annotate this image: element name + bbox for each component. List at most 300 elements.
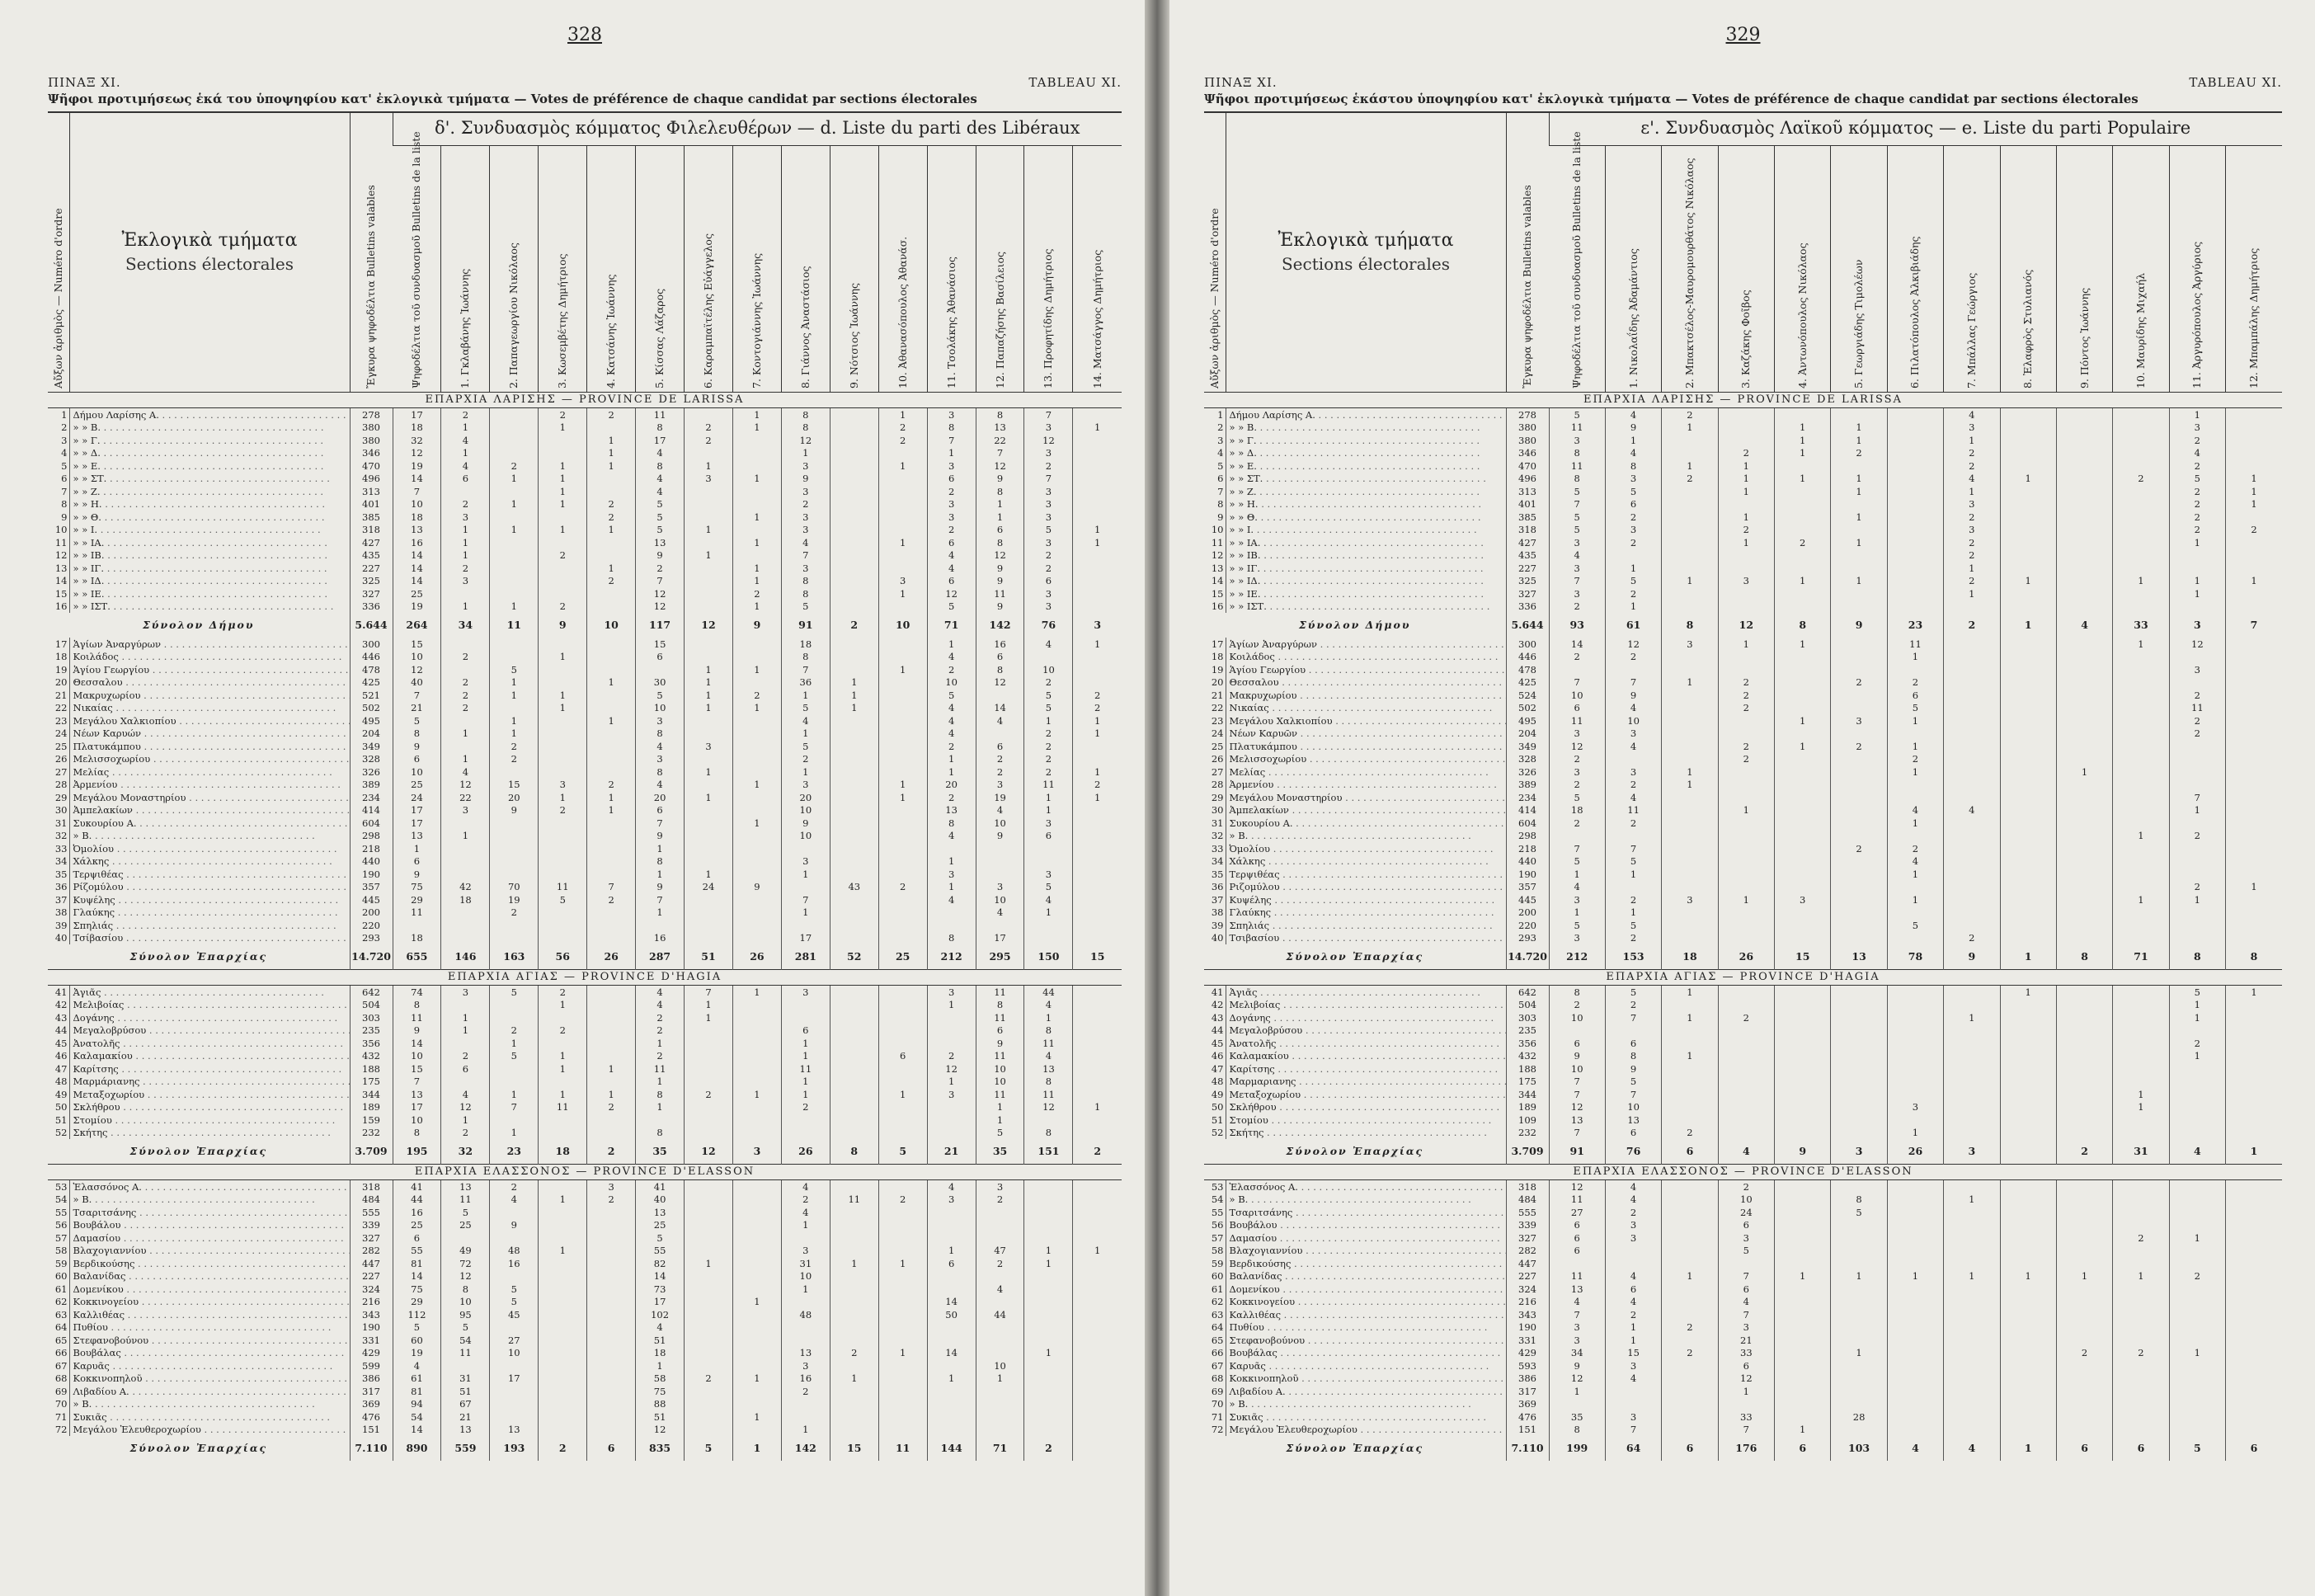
vote-cell bbox=[587, 1410, 636, 1424]
vote-cell: 16 bbox=[393, 1206, 441, 1219]
vote-cell: 82 bbox=[636, 1257, 685, 1270]
vote-cell: 1 bbox=[1605, 1321, 1661, 1335]
vote-cell bbox=[1831, 1296, 1887, 1309]
vote-cell bbox=[539, 727, 587, 741]
vote-cell bbox=[2226, 638, 2282, 651]
valid-ballots-cell: 385 bbox=[350, 511, 393, 524]
vote-cell bbox=[781, 1296, 830, 1309]
vote-cell: 1 bbox=[1662, 421, 1718, 435]
vote-cell bbox=[976, 1270, 1024, 1283]
vote-cell bbox=[490, 549, 539, 563]
vote-cell bbox=[2113, 868, 2169, 881]
vote-cell: 2 bbox=[1024, 753, 1073, 766]
vote-cell: 1 bbox=[830, 676, 878, 690]
vote-cell bbox=[1944, 1127, 2000, 1140]
valid-ballots-cell: 380 bbox=[350, 421, 393, 435]
section-name: Πυθίου . . . bbox=[1226, 1321, 1506, 1335]
vote-cell bbox=[1662, 549, 1718, 563]
table-row bbox=[48, 1219, 1122, 1232]
valid-ballots-cell: 220 bbox=[1506, 919, 1549, 932]
vote-cell bbox=[830, 587, 878, 600]
vote-cell: 8 bbox=[976, 408, 1024, 421]
vote-cell: 4 bbox=[927, 702, 976, 715]
vote-cell bbox=[1073, 986, 1122, 999]
vote-cell bbox=[1887, 1424, 1943, 1437]
vote-cell bbox=[2056, 817, 2112, 830]
vote-cell: 1 bbox=[2226, 498, 2282, 511]
table-row bbox=[1204, 842, 2282, 855]
vote-cell: 3 bbox=[927, 986, 976, 999]
vote-cell: 14 bbox=[393, 473, 441, 486]
sections-header bbox=[1226, 113, 1506, 393]
vote-cell bbox=[441, 587, 490, 600]
vote-cell bbox=[1024, 1372, 1073, 1386]
vote-cell: 10 bbox=[441, 1296, 490, 1309]
vote-cell bbox=[2000, 1296, 2056, 1309]
table-row bbox=[48, 434, 1122, 447]
vote-cell bbox=[587, 1347, 636, 1360]
vote-cell bbox=[1831, 1398, 1887, 1411]
vote-cell bbox=[732, 868, 781, 881]
row-number: 63 bbox=[1204, 1308, 1226, 1321]
vote-cell: 8 bbox=[636, 1088, 685, 1101]
vote-cell: 1 bbox=[2113, 1270, 2169, 1283]
vote-cell bbox=[1775, 1283, 1831, 1296]
total-cell: 7.110 bbox=[1506, 1436, 1549, 1461]
vote-cell: 1 bbox=[1024, 1257, 1073, 1270]
vote-cell: 6 bbox=[976, 524, 1024, 537]
vote-cell bbox=[732, 1180, 781, 1193]
vote-cell: 1 bbox=[587, 434, 636, 447]
candidate-name: 1. Γκλαβάνης Ἰωάννης bbox=[459, 268, 472, 388]
vote-cell bbox=[685, 1127, 733, 1140]
vote-cell bbox=[685, 1024, 733, 1038]
vote-cell: 1 bbox=[587, 459, 636, 473]
vote-cell bbox=[1944, 753, 2000, 766]
vote-cell: 1 bbox=[636, 842, 685, 855]
table-row bbox=[1204, 1424, 2282, 1437]
valid-ballots-cell: 327 bbox=[350, 1231, 393, 1245]
vote-cell: 1 bbox=[1831, 536, 1887, 549]
vote-cell bbox=[2226, 1385, 2282, 1398]
vote-cell bbox=[1887, 1193, 1943, 1207]
row-number: 72 bbox=[1204, 1424, 1226, 1437]
candidate-column-header bbox=[1605, 146, 1661, 393]
section-name: Σκλήθρου . . . bbox=[1226, 1101, 1506, 1114]
vote-cell: 2 bbox=[2169, 434, 2225, 447]
vote-cell: 4 bbox=[1605, 791, 1661, 804]
vote-cell: 24 bbox=[1718, 1206, 1774, 1219]
table-row bbox=[1204, 868, 2282, 881]
vote-cell bbox=[830, 1296, 878, 1309]
vote-cell: 4 bbox=[976, 804, 1024, 817]
section-name: Μεγαλοβρύσου . . . bbox=[1226, 1024, 1506, 1038]
vote-cell: 2 bbox=[1605, 817, 1661, 830]
vote-cell bbox=[1662, 1024, 1718, 1038]
vote-cell: 5 bbox=[393, 714, 441, 727]
vote-cell: 7 bbox=[781, 893, 830, 906]
vote-cell bbox=[1073, 1050, 1122, 1063]
vote-cell bbox=[1024, 1206, 1073, 1219]
vote-cell: 1 bbox=[539, 524, 587, 537]
total-cell: 890 bbox=[393, 1436, 441, 1461]
vote-cell bbox=[490, 1321, 539, 1335]
table-row bbox=[48, 1088, 1122, 1101]
vote-cell bbox=[2169, 919, 2225, 932]
total-cell: 2 bbox=[1024, 1436, 1073, 1461]
vote-cell bbox=[490, 1206, 539, 1219]
vote-cell bbox=[685, 919, 733, 932]
vote-cell bbox=[1775, 1296, 1831, 1309]
vote-cell: 1 bbox=[1944, 1011, 2000, 1024]
vote-cell bbox=[1831, 1385, 1887, 1398]
vote-cell: 10 bbox=[1024, 663, 1073, 676]
vote-cell bbox=[927, 1334, 976, 1347]
vote-cell: 2 bbox=[539, 986, 587, 999]
vote-cell: 8 bbox=[1024, 1024, 1073, 1038]
table-subtitle: Ψῆφοι προτιμήσεως ἑκάστου ὑποψηφίου κατ' ἐκλογικὰ τμήματα — Votes de préférence de chaque candidat par sections électorales bbox=[1204, 92, 2282, 113]
vote-cell: 4 bbox=[927, 830, 976, 843]
candidate-column-header bbox=[2056, 146, 2112, 393]
vote-cell bbox=[1073, 1037, 1122, 1050]
vote-cell: 32 bbox=[393, 434, 441, 447]
vote-cell bbox=[2000, 1347, 2056, 1360]
vote-cell bbox=[1605, 881, 1661, 894]
vote-cell bbox=[2169, 1206, 2225, 1219]
total-cell: 11 bbox=[490, 613, 539, 638]
vote-cell: 14 bbox=[393, 575, 441, 588]
vote-cell: 1 bbox=[732, 663, 781, 676]
vote-cell bbox=[1944, 893, 2000, 906]
candidate-column-header bbox=[2000, 146, 2056, 393]
vote-cell bbox=[1662, 1219, 1718, 1232]
vote-cell: 3 bbox=[441, 575, 490, 588]
province-heading: ΕΠΑΡΧΙΑ ΛΑΡΙΣΗΣ — PROVINCE DE LARISSA bbox=[1204, 393, 2282, 408]
section-name: » » ΙΕ. . . . bbox=[1226, 587, 1506, 600]
vote-cell: 4 bbox=[927, 549, 976, 563]
row-number: 30 bbox=[48, 804, 69, 817]
vote-cell: 8 bbox=[1549, 1424, 1605, 1437]
vote-cell bbox=[2000, 714, 2056, 727]
vote-cell bbox=[2113, 1424, 2169, 1437]
vote-cell: 1 bbox=[781, 1088, 830, 1101]
vote-cell bbox=[2056, 459, 2112, 473]
vote-cell: 3 bbox=[587, 1180, 636, 1193]
valid-ballots-cell: 344 bbox=[350, 1088, 393, 1101]
vote-cell bbox=[830, 473, 878, 486]
section-name: » Β. . . . bbox=[1226, 1193, 1506, 1207]
row-number: 23 bbox=[1204, 714, 1226, 727]
vote-cell bbox=[685, 1398, 733, 1411]
total-cell: 199 bbox=[1549, 1436, 1605, 1461]
vote-cell bbox=[685, 1347, 733, 1360]
total-cell: 12 bbox=[685, 1139, 733, 1165]
vote-cell bbox=[1831, 727, 1887, 741]
vote-cell bbox=[878, 1076, 927, 1089]
vote-cell bbox=[2000, 676, 2056, 690]
vote-cell: 1 bbox=[781, 1050, 830, 1063]
vote-cell: 2 bbox=[732, 689, 781, 702]
total-cell: 8 bbox=[1662, 613, 1718, 638]
vote-cell bbox=[830, 1398, 878, 1411]
vote-cell bbox=[1831, 817, 1887, 830]
vote-cell bbox=[587, 1283, 636, 1296]
vote-cell bbox=[2113, 676, 2169, 690]
vote-cell bbox=[539, 1398, 587, 1411]
vote-cell bbox=[1887, 1372, 1943, 1386]
vote-cell bbox=[2113, 779, 2169, 792]
vote-cell bbox=[2056, 1424, 2112, 1437]
vote-cell: 3 bbox=[781, 1359, 830, 1372]
vote-cell: 1 bbox=[830, 702, 878, 715]
vote-cell: 18 bbox=[636, 1347, 685, 1360]
vote-cell bbox=[2056, 536, 2112, 549]
vote-cell bbox=[2169, 1359, 2225, 1372]
vote-cell bbox=[1887, 1050, 1943, 1063]
vote-cell: 4 bbox=[927, 727, 976, 741]
vote-cell bbox=[1718, 663, 1774, 676]
vote-cell: 1 bbox=[732, 575, 781, 588]
vote-cell: 2 bbox=[1718, 689, 1774, 702]
vote-cell: 12 bbox=[1549, 740, 1605, 753]
vote-cell bbox=[587, 1308, 636, 1321]
vote-cell: 2 bbox=[2169, 524, 2225, 537]
vote-cell: 8 bbox=[393, 999, 441, 1012]
vote-cell bbox=[830, 906, 878, 920]
vote-cell bbox=[2113, 765, 2169, 779]
vote-cell: 1 bbox=[539, 702, 587, 715]
vote-cell: 3 bbox=[878, 575, 927, 588]
table-row bbox=[48, 906, 1122, 920]
vote-cell: 3 bbox=[636, 714, 685, 727]
vote-cell bbox=[2226, 1101, 2282, 1114]
vote-cell: 1 bbox=[1024, 1347, 1073, 1360]
vote-cell: 112 bbox=[393, 1308, 441, 1321]
table-row bbox=[1204, 1062, 2282, 1076]
table-label-greek: ΠΙΝΑΞ XI. bbox=[48, 75, 121, 90]
vote-cell bbox=[1549, 1257, 1605, 1270]
section-name: Κυψέλης . . . bbox=[69, 893, 350, 906]
vote-cell: 3 bbox=[927, 1193, 976, 1207]
vote-cell: 4 bbox=[1024, 893, 1073, 906]
valid-ballots-cell: 328 bbox=[350, 753, 393, 766]
vote-cell: 5 bbox=[1605, 919, 1661, 932]
vote-cell: 2 bbox=[781, 753, 830, 766]
vote-cell bbox=[1662, 536, 1718, 549]
vote-cell: 4 bbox=[2169, 447, 2225, 460]
vote-cell: 1 bbox=[732, 817, 781, 830]
row-number: 26 bbox=[1204, 753, 1226, 766]
vote-cell: 1 bbox=[2000, 473, 2056, 486]
vote-cell: 1 bbox=[976, 1113, 1024, 1127]
vote-cell: 1 bbox=[1944, 562, 2000, 575]
vote-cell bbox=[976, 1334, 1024, 1347]
vote-cell: 6 bbox=[393, 753, 441, 766]
vote-cell: 2 bbox=[1718, 1180, 1774, 1193]
vote-cell: 18 bbox=[781, 638, 830, 651]
vote-cell bbox=[878, 753, 927, 766]
vote-cell: 6 bbox=[1549, 702, 1605, 715]
vote-cell: 2 bbox=[1605, 1308, 1661, 1321]
vote-cell bbox=[830, 524, 878, 537]
vote-cell bbox=[1662, 1037, 1718, 1050]
vote-cell bbox=[830, 753, 878, 766]
vote-cell: 1 bbox=[441, 830, 490, 843]
valid-ballots-cell: 227 bbox=[1506, 562, 1549, 575]
table-row bbox=[48, 485, 1122, 498]
vote-cell bbox=[587, 765, 636, 779]
vote-cell bbox=[2000, 651, 2056, 664]
vote-cell: 10 bbox=[1549, 1062, 1605, 1076]
vote-cell bbox=[830, 1076, 878, 1089]
vote-cell bbox=[2000, 1193, 2056, 1207]
vote-cell bbox=[2113, 1050, 2169, 1063]
vote-cell bbox=[830, 1424, 878, 1437]
vote-cell bbox=[1662, 1245, 1718, 1258]
table-row bbox=[48, 804, 1122, 817]
vote-cell bbox=[1944, 791, 2000, 804]
vote-cell bbox=[2056, 753, 2112, 766]
vote-cell bbox=[1831, 1321, 1887, 1335]
table-row bbox=[1204, 893, 2282, 906]
vote-cell bbox=[830, 1011, 878, 1024]
vote-cell bbox=[2226, 919, 2282, 932]
table-row bbox=[48, 1270, 1122, 1283]
table-row bbox=[1204, 1359, 2282, 1372]
vote-cell: 17 bbox=[976, 932, 1024, 945]
vote-cell: 7 bbox=[1024, 408, 1073, 421]
total-cell bbox=[2000, 1139, 2056, 1165]
valid-ballots-cell: 303 bbox=[350, 1011, 393, 1024]
vote-cell bbox=[1662, 434, 1718, 447]
vote-cell: 10 bbox=[927, 676, 976, 690]
table-row bbox=[1204, 587, 2282, 600]
vote-cell bbox=[2000, 868, 2056, 881]
vote-cell bbox=[2056, 1321, 2112, 1335]
vote-cell bbox=[976, 842, 1024, 855]
vote-cell: 40 bbox=[636, 1193, 685, 1207]
vote-cell bbox=[2000, 1076, 2056, 1089]
candidate-name: 6. Πιλατόπουλος Ἀλκιβιάδης bbox=[1908, 236, 1922, 388]
vote-cell bbox=[732, 999, 781, 1012]
total-cell: 212 bbox=[1549, 944, 1605, 970]
table-row bbox=[1204, 1283, 2282, 1296]
total-cell: 6 bbox=[1775, 1436, 1831, 1461]
total-cell: 91 bbox=[1549, 1139, 1605, 1165]
vote-cell: 2 bbox=[927, 485, 976, 498]
vote-cell bbox=[781, 1334, 830, 1347]
vote-cell bbox=[1887, 408, 1943, 421]
vote-cell: 5 bbox=[490, 663, 539, 676]
vote-cell: 12 bbox=[393, 447, 441, 460]
vote-cell bbox=[2226, 1359, 2282, 1372]
vote-cell bbox=[2113, 1283, 2169, 1296]
table-row bbox=[1204, 881, 2282, 894]
total-cell: 103 bbox=[1831, 1436, 1887, 1461]
vote-cell bbox=[830, 1101, 878, 1114]
vote-cell: 1 bbox=[441, 1024, 490, 1038]
vote-cell bbox=[1831, 1127, 1887, 1140]
section-name: Τερψιθέας . . . bbox=[1226, 868, 1506, 881]
vote-cell bbox=[2056, 1193, 2112, 1207]
vote-cell bbox=[830, 999, 878, 1012]
table-row bbox=[1204, 1245, 2282, 1258]
section-name: Βουβάλου . . . bbox=[1226, 1219, 1506, 1232]
vote-cell bbox=[539, 932, 587, 945]
vote-cell bbox=[1073, 1193, 1122, 1207]
vote-cell bbox=[2056, 842, 2112, 855]
row-number: 47 bbox=[48, 1062, 69, 1076]
vote-cell: 50 bbox=[927, 1308, 976, 1321]
vote-cell bbox=[1662, 1359, 1718, 1372]
vote-cell: 1 bbox=[685, 999, 733, 1012]
vote-cell bbox=[490, 1385, 539, 1398]
vote-cell: 7 bbox=[1549, 1076, 1605, 1089]
vote-cell bbox=[1775, 779, 1831, 792]
vote-cell: 1 bbox=[732, 702, 781, 715]
vote-cell: 1 bbox=[2056, 1270, 2112, 1283]
total-cell: 6 bbox=[587, 1436, 636, 1461]
vote-cell bbox=[587, 855, 636, 869]
vote-cell bbox=[1718, 779, 1774, 792]
vote-cell: 2 bbox=[636, 1050, 685, 1063]
valid-ballots-cell: 175 bbox=[350, 1076, 393, 1089]
vote-cell bbox=[2226, 1127, 2282, 1140]
valid-ballots-cell: 446 bbox=[1506, 651, 1549, 664]
valid-ballots-cell: 642 bbox=[1506, 986, 1549, 999]
vote-cell bbox=[2113, 562, 2169, 575]
vote-cell bbox=[685, 1206, 733, 1219]
vote-cell: 3 bbox=[1887, 1101, 1943, 1114]
row-number: 61 bbox=[48, 1283, 69, 1296]
vote-cell bbox=[2000, 753, 2056, 766]
vote-cell bbox=[2056, 651, 2112, 664]
vote-cell bbox=[2113, 651, 2169, 664]
vote-cell bbox=[2000, 919, 2056, 932]
vote-cell: 4 bbox=[976, 906, 1024, 920]
order-number-header bbox=[1204, 113, 1226, 393]
section-name: Καρυᾶς . . . bbox=[1226, 1359, 1506, 1372]
vote-cell: 1 bbox=[539, 689, 587, 702]
vote-cell bbox=[1073, 651, 1122, 664]
vote-cell bbox=[2226, 1308, 2282, 1321]
sections-header-french: Sections électorales bbox=[1281, 254, 1451, 274]
row-number: 21 bbox=[48, 689, 69, 702]
vote-cell: 1 bbox=[878, 791, 927, 804]
vote-cell: 2 bbox=[2056, 1347, 2112, 1360]
vote-cell bbox=[587, 1334, 636, 1347]
valid-ballots-cell: 109 bbox=[1506, 1113, 1549, 1127]
vote-cell: 2 bbox=[441, 702, 490, 715]
province-row bbox=[48, 393, 1122, 408]
vote-cell: 2 bbox=[685, 421, 733, 435]
vote-cell: 7 bbox=[636, 893, 685, 906]
vote-cell bbox=[1073, 1076, 1122, 1089]
vote-cell bbox=[2169, 549, 2225, 563]
vote-cell bbox=[2226, 855, 2282, 869]
vote-cell bbox=[830, 536, 878, 549]
vote-cell bbox=[587, 817, 636, 830]
row-number: 48 bbox=[1204, 1076, 1226, 1089]
row-number: 58 bbox=[1204, 1245, 1226, 1258]
section-name: Νέων Καρυών . . . bbox=[69, 727, 350, 741]
vote-cell bbox=[830, 1308, 878, 1321]
left-page bbox=[0, 0, 1155, 1596]
vote-cell: 1 bbox=[490, 689, 539, 702]
total-cell: 26 bbox=[1718, 944, 1774, 970]
vote-cell bbox=[539, 575, 587, 588]
vote-cell bbox=[732, 1062, 781, 1076]
